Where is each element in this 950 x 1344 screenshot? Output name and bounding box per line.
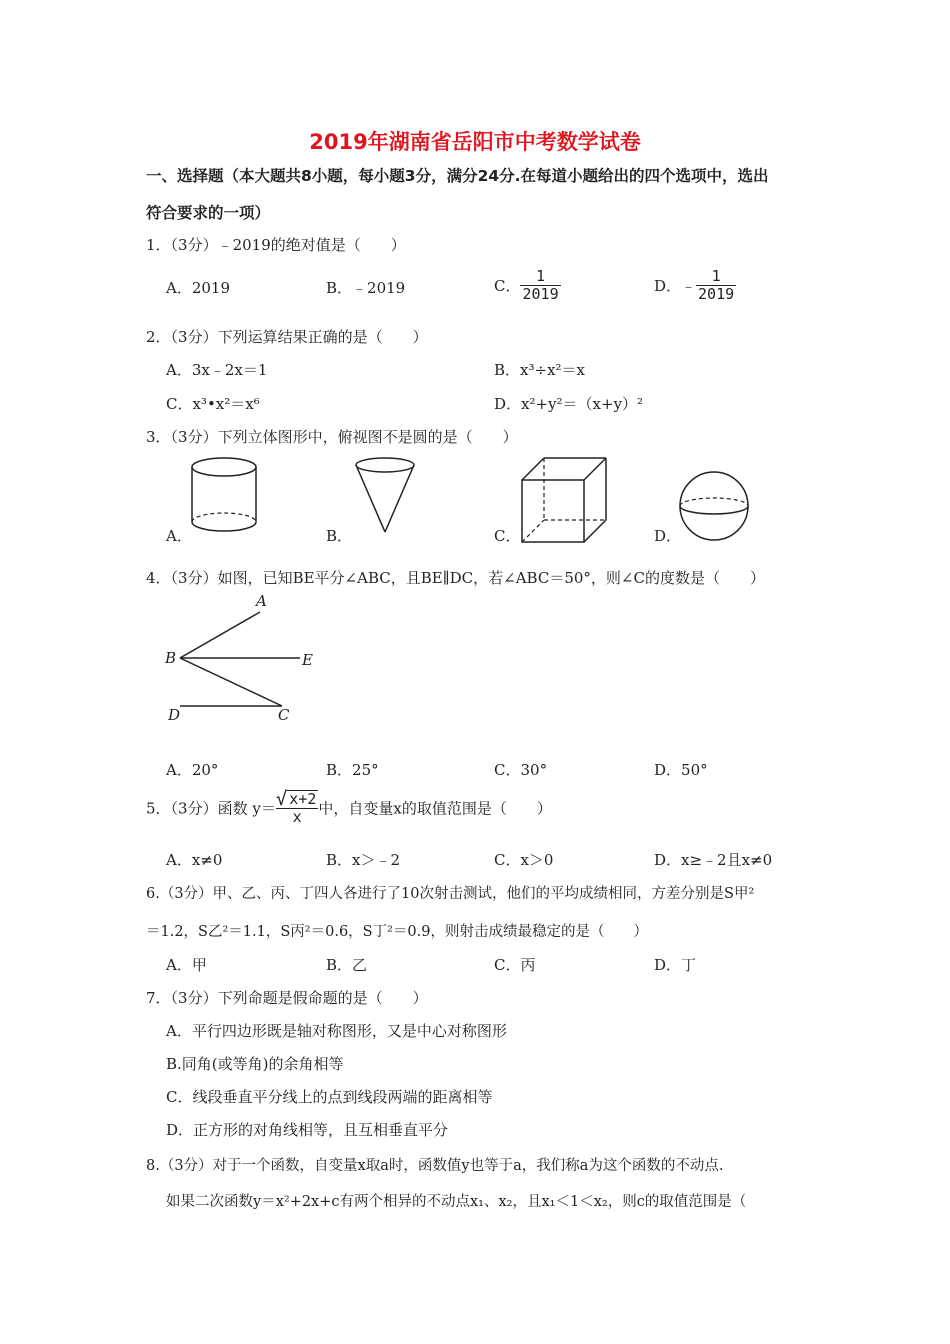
q4-option-c: C．30° [494,761,548,779]
point-label-c: C [278,706,290,724]
q6-option-a: A．甲 [166,956,207,974]
q3-option-a: A． [166,527,192,545]
q1-option-d-fraction [696,268,736,303]
q1-option-c [494,268,561,303]
cylinder-figure [186,454,266,544]
q7-option-d: D．正方形的对角线相等，且互相垂直平分 [166,1121,449,1139]
q1-option-d [654,268,736,303]
q5-option-d: D．x≥﹣2且x≠0 [654,851,773,869]
q1-d-denominator: 2019 [698,285,735,303]
q1-option-a: A．2019 [166,279,231,297]
q5-function-fraction [276,790,319,826]
q5-denominator: x [292,808,302,826]
cone-figure [350,456,420,536]
q5-option-a: A．x≠0 [166,851,223,869]
q1-option-d-label: D．﹣ [654,277,697,295]
q5-radicand: x+2 [289,790,317,808]
q5-stem [146,790,552,826]
q6-option-b: B．乙 [326,956,368,974]
point-label-b: B [165,649,177,667]
q2-option-d: D．x²+y²＝（x+y）² [494,395,644,413]
section-heading-line1: 一、选择题（本大题共8小题，每小题3分，满分24分.在每道小题给出的四个选项中，选出 [146,167,769,185]
q1-c-denominator: 2019 [522,285,559,303]
sqrt-icon: √ [275,788,288,810]
q7-stem: 7．（3分）下列命题是假命题的是（ ） [146,989,428,1007]
q4-option-d: D．50° [654,761,708,779]
q5-stem-suffix: 中，自变量x的取值范围是（ ） [318,799,552,818]
point-label-d: D [168,706,181,724]
q3-option-c: C． [494,527,521,545]
point-label-e: E [302,651,313,669]
q1-option-b: B．﹣2019 [326,279,406,297]
q1-option-c-fraction [520,268,560,303]
q2-option-a: A．3x﹣2x＝1 [166,361,268,379]
section-heading-line2: 符合要求的一项） [146,204,271,222]
q7-option-c: C．线段垂直平分线上的点到线段两端的距离相等 [166,1088,493,1106]
q7-option-a: A．平行四边形既是轴对称图形，又是中心对称图形 [166,1022,507,1040]
q4-option-a: A．20° [166,761,219,779]
q3-option-b: B． [326,527,353,545]
q2-stem: 2．（3分）下列运算结果正确的是（ ） [146,328,428,346]
q2-option-b: B．x³÷x²＝x [494,361,585,379]
q6-option-d: D．丁 [654,956,697,974]
q5-stem-prefix: 5．（3分）函数 y＝ [146,799,276,818]
cube-figure [518,456,610,546]
angle-geometry-figure [160,588,330,728]
page-title: 2019年湖南省岳阳市中考数学试卷 [309,130,641,154]
q6-stem-line2: ＝1.2，S乙²＝1.1，S丙²＝0.6，S丁²＝0.9，则射击成绩最稳定的是（ ） [146,924,648,940]
q5-option-c: C．x＞0 [494,851,554,869]
q6-stem-line1: 6.（3分）甲、乙、丙、丁四人各进行了10次射击测试，他们的平均成绩相同，方差分别是S甲² [146,886,755,902]
q2-option-c: C．x³•x²＝x⁶ [166,395,260,413]
q6-option-c: C．丙 [494,956,536,974]
sqrt-expression [276,790,319,808]
q1-option-c-label: C． [494,277,521,295]
q3-stem: 3．（3分）下列立体图形中，俯视图不是圆的是（ ） [146,428,518,446]
q4-option-b: B．25° [326,761,379,779]
q4-stem: 4．（3分）如图，已知BE平分∠ABC，且BE∥DC，若∠ABC＝50°，则∠C的度数是（ ） [146,569,765,587]
q8-stem-line2: 如果二次函数y＝x²+2x+c有两个相异的不动点x₁、x₂，且x₁＜1＜x₂，则c的取值范围是（ [166,1194,747,1210]
q1-stem: 1．（3分）﹣2019的绝对值是（ ） [146,236,406,254]
q1-d-numerator: 1 [711,267,721,285]
q1-c-numerator: 1 [536,267,546,285]
point-label-a: A [256,592,267,610]
sphere-figure [676,468,752,544]
q7-option-b: B.同角(或等角)的余角相等 [166,1055,344,1073]
q3-option-d: D． [654,527,682,545]
q8-stem-line1: 8.（3分）对于一个函数，自变量x取a时，函数值y也等于a，我们称a为这个函数的不动点. [146,1158,724,1174]
q5-option-b: B．x＞﹣2 [326,851,401,869]
